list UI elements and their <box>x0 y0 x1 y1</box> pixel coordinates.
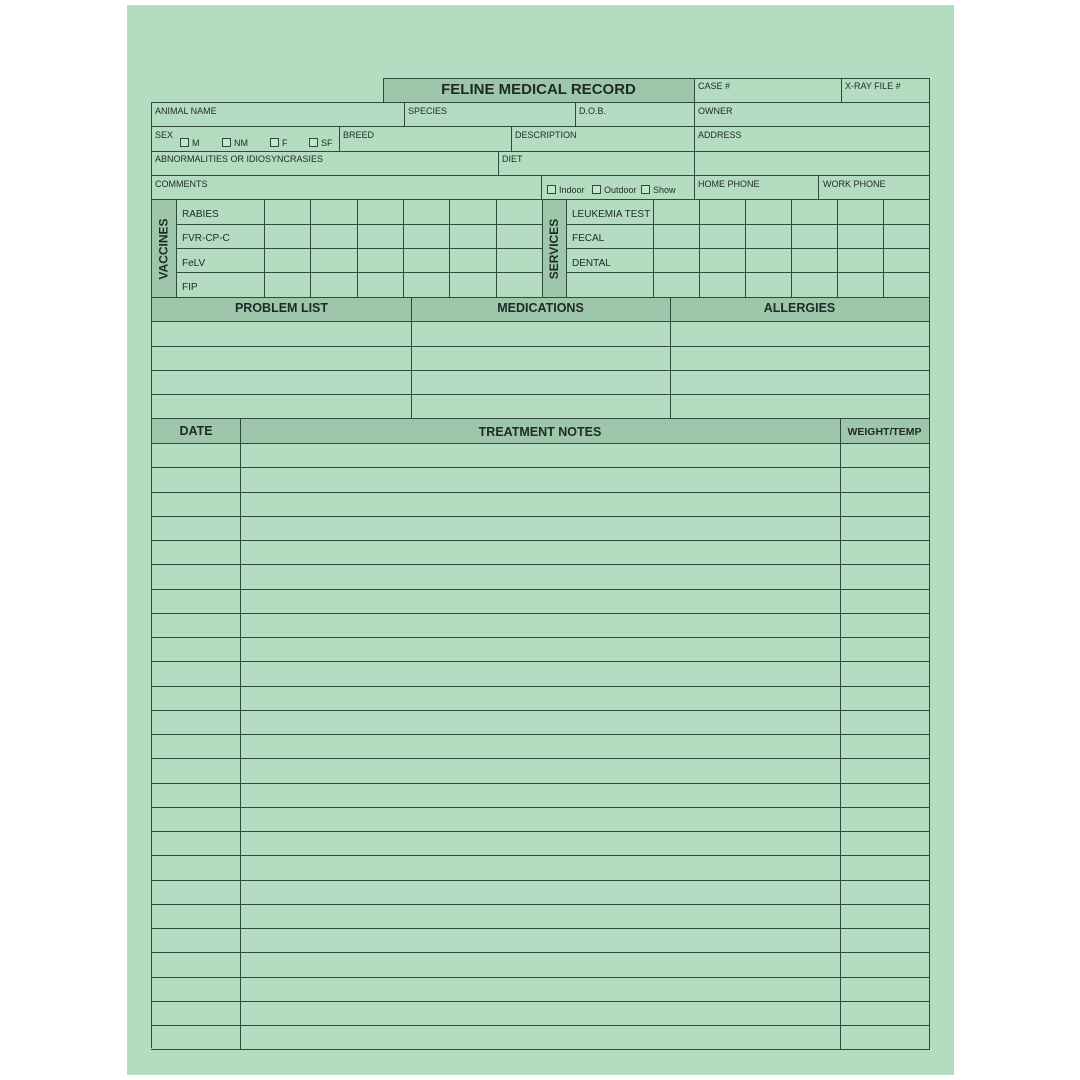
vaccine-rabies-label: RABIES <box>182 209 219 220</box>
service-leukemia-label: LEUKEMIA TEST <box>572 209 651 220</box>
rule <box>575 102 576 126</box>
rule <box>357 199 358 297</box>
rule <box>151 126 930 127</box>
treatment-row-rule <box>151 1049 930 1050</box>
treatment-row-rule <box>151 1001 930 1002</box>
comments-label: COMMENTS <box>155 179 208 189</box>
rule <box>818 175 819 199</box>
env-option-label: Show <box>653 185 676 195</box>
sex-option-label: SF <box>321 138 333 148</box>
problem-list-heading: PROBLEM LIST <box>234 301 329 315</box>
treatment-row-rule <box>151 807 930 808</box>
rule <box>383 78 930 79</box>
date-heading: DATE <box>179 424 213 438</box>
rule <box>566 199 567 297</box>
rule <box>496 199 497 297</box>
sex-option-label: NM <box>234 138 248 148</box>
treatment-row-rule <box>151 734 930 735</box>
service-dental-label: DENTAL <box>572 258 611 269</box>
treatment-row-rule <box>151 758 930 759</box>
rule <box>498 151 499 175</box>
treatment-row-rule <box>151 443 930 444</box>
case-number-label: CASE # <box>698 81 731 91</box>
vaccines-heading: VACCINES <box>157 217 171 280</box>
rule <box>411 297 412 419</box>
rule <box>151 370 930 371</box>
rule <box>449 199 450 297</box>
rule <box>151 394 930 395</box>
treatment-notes-heading: TREATMENT NOTES <box>478 425 602 439</box>
service-fecal-label: FECAL <box>572 233 605 244</box>
sex-option-m[interactable] <box>180 138 200 148</box>
sex-option-nm[interactable] <box>222 138 248 148</box>
sex-option-label: F <box>282 138 288 148</box>
weight-temp-heading: WEIGHT/TEMP <box>847 426 922 438</box>
treatment-row-rule <box>151 564 930 565</box>
services-heading: SERVICES <box>547 218 561 279</box>
rule <box>653 199 654 297</box>
rule <box>310 199 311 297</box>
checkbox-indoor[interactable] <box>547 185 556 194</box>
address-label: ADDRESS <box>698 130 742 140</box>
rule <box>151 321 930 322</box>
rule <box>541 175 542 199</box>
rule <box>694 78 695 199</box>
env-option-indoor[interactable] <box>547 185 585 195</box>
breed-label: BREED <box>343 130 375 140</box>
treatment-row-rule <box>151 1025 930 1026</box>
home-phone-label: HOME PHONE <box>698 179 760 189</box>
rule <box>151 151 930 152</box>
vaccine-fip-label: FIP <box>182 282 198 293</box>
checkbox-m[interactable] <box>180 138 189 147</box>
rule <box>566 224 930 225</box>
rule <box>566 272 930 273</box>
treatment-row-rule <box>151 880 930 881</box>
treatment-row-rule <box>151 904 930 905</box>
rule <box>151 346 930 347</box>
services-heading-wrap <box>542 200 566 297</box>
allergies-heading: ALLERGIES <box>763 301 836 315</box>
rule <box>176 199 177 297</box>
env-option-show[interactable] <box>641 185 676 195</box>
animal-name-label: ANIMAL NAME <box>155 106 217 116</box>
vaccine-fvr-label: FVR-CP-C <box>182 233 230 244</box>
env-option-label: Outdoor <box>604 185 637 195</box>
treatment-row-rule <box>151 516 930 517</box>
rule <box>841 78 842 102</box>
abnormalities-label: ABNORMALITIES OR IDIOSYNCRASIES <box>155 154 324 164</box>
rule <box>745 199 746 297</box>
treatment-row-rule <box>151 661 930 662</box>
treatment-row-rule <box>151 613 930 614</box>
rule <box>699 199 700 297</box>
rule <box>670 297 671 419</box>
treatment-row-rule <box>151 952 930 953</box>
rule <box>151 102 930 103</box>
rule <box>791 199 792 297</box>
treatment-row-rule <box>151 589 930 590</box>
rule <box>511 126 512 151</box>
treatment-row-rule <box>151 928 930 929</box>
rule <box>176 272 542 273</box>
checkbox-outdoor[interactable] <box>592 185 601 194</box>
rule <box>404 102 405 126</box>
vaccine-felv-label: FeLV <box>182 258 206 269</box>
diet-label: DIET <box>502 154 523 164</box>
treatment-row-rule <box>151 492 930 493</box>
rule <box>883 199 884 297</box>
treatment-row-rule <box>151 467 930 468</box>
checkbox-sf[interactable] <box>309 138 318 147</box>
sex-option-sf[interactable] <box>309 138 333 148</box>
rule <box>837 199 838 297</box>
sex-option-label: M <box>192 138 200 148</box>
treatment-row-rule <box>151 831 930 832</box>
rule <box>264 199 265 297</box>
env-option-label: Indoor <box>559 185 585 195</box>
rule <box>151 199 930 200</box>
treatment-row-rule <box>151 977 930 978</box>
checkbox-show[interactable] <box>641 185 650 194</box>
rule <box>151 418 930 419</box>
env-option-outdoor[interactable] <box>592 185 637 195</box>
sex-label: SEX <box>155 130 174 140</box>
checkbox-f[interactable] <box>270 138 279 147</box>
sex-option-f[interactable] <box>270 138 288 148</box>
vaccines-heading-wrap <box>152 200 176 297</box>
treatment-row-rule <box>151 637 930 638</box>
treatment-row-rule <box>151 710 930 711</box>
treatment-row-rule <box>151 686 930 687</box>
rule <box>151 297 930 298</box>
rule <box>403 199 404 297</box>
species-label: SPECIES <box>408 106 448 116</box>
treatment-row-rule <box>151 783 930 784</box>
xray-file-label: X-RAY FILE # <box>845 81 901 91</box>
work-phone-label: WORK PHONE <box>823 179 886 189</box>
dob-label: D.O.B. <box>579 106 607 116</box>
treatment-row-rule <box>151 540 930 541</box>
rule <box>176 248 542 249</box>
rule <box>566 248 930 249</box>
rule <box>339 126 340 151</box>
checkbox-nm[interactable] <box>222 138 231 147</box>
description-label: DESCRIPTION <box>515 130 577 140</box>
rule <box>176 224 542 225</box>
record-title: FELINE MEDICAL RECORD <box>441 81 636 98</box>
owner-label: OWNER <box>698 106 733 116</box>
medications-heading: MEDICATIONS <box>497 301 584 315</box>
treatment-row-rule <box>151 855 930 856</box>
